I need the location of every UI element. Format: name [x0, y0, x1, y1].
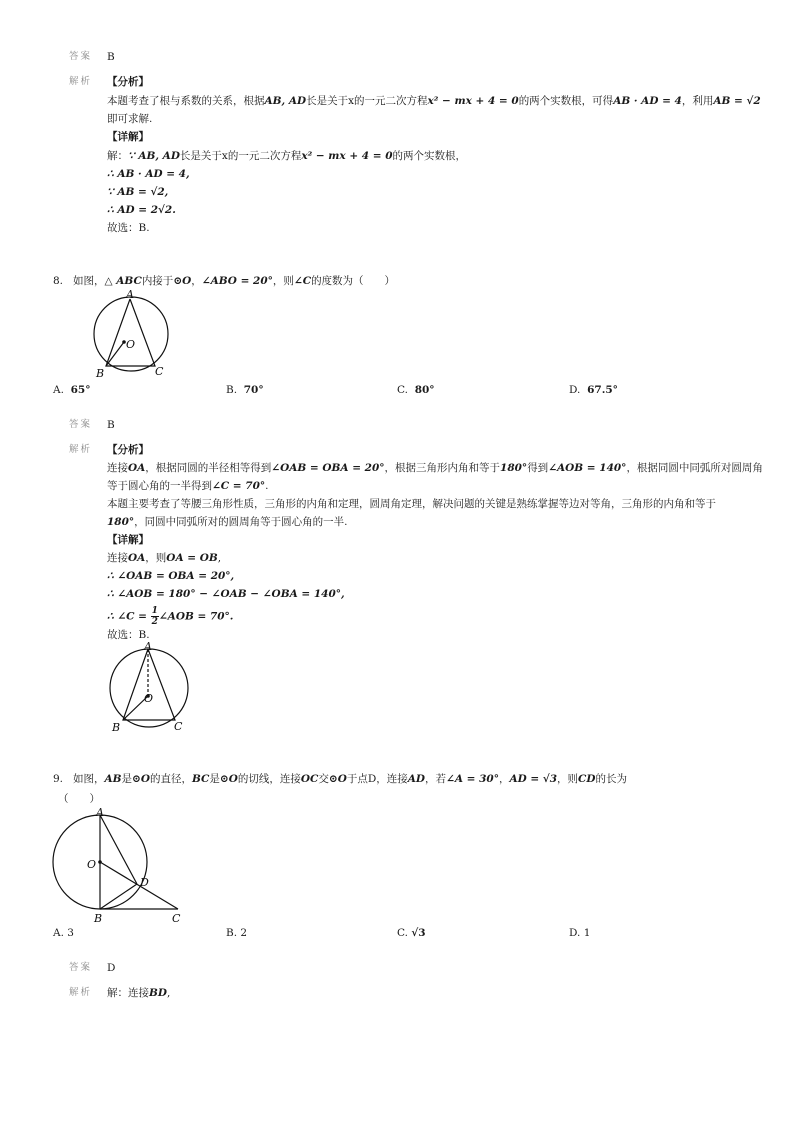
option-a[interactable]: A. 3 [53, 927, 74, 939]
answer-value: B [107, 51, 115, 63]
point-label-b: B [96, 367, 105, 380]
solution-step: 解：连接BD, [107, 987, 171, 999]
point-label-c: C [155, 365, 164, 378]
analysis-line: 本题考查了根与系数的关系，根据AB, AD长是关于x的一元二次方程x² − mx + 4 = 0的两个实数根，可得AB · AD = 4，利用AB = √2 [107, 95, 761, 107]
analysis-label: 解析 [69, 76, 93, 87]
analysis-line: 本题主要考查了等腰三角形性质，三角形的内角和定理，圆周角定理，解决问题的关键是熟练掌握等边对等角，三角形的内角和等于 [107, 498, 716, 510]
solution-conclusion: 故选：B. [107, 222, 150, 234]
option-a[interactable]: A. 65° [53, 384, 91, 396]
solution-step: ∴ ∠AOB = 180° − ∠OAB − ∠OBA = 140°, [107, 588, 345, 600]
answer-label: 答案 [69, 419, 93, 430]
analysis-line: 等于圆心角的一半得到∠C = 70°. [107, 480, 269, 492]
point-label-o: O [87, 858, 97, 871]
answer-value: B [107, 419, 115, 431]
point-label-a: A [126, 288, 134, 301]
detail-heading: 【详解】 [107, 131, 149, 143]
question-number: 8. [53, 275, 64, 287]
solution-step: ∴ AD = 2√2. [107, 204, 176, 216]
solution-conclusion: 故选：B. [107, 629, 150, 641]
solution-step: ∴ ∠C = $\frac{1}{2}$ ∠AOB = 70°. [107, 606, 234, 627]
solution-8-figure [102, 638, 198, 738]
point-label-o: O [126, 338, 136, 351]
solution-step: ∴ ∠OAB = OBA = 20°, [107, 570, 235, 582]
answer-value: D [107, 962, 116, 974]
option-b[interactable]: B. 70° [226, 384, 264, 396]
question-stem: 如图，△ ABC内接于⊙O，∠ABO = 20°，则∠C的度数为（ ） [73, 275, 396, 287]
solution-step: ∵ AB = √2, [107, 186, 169, 198]
point-label-c: C [172, 912, 181, 925]
option-d[interactable]: D. 1 [569, 927, 591, 939]
solution-step: 解：∵ AB, AD长是关于x的一元二次方程x² − mx + 4 = 0的两个实数根， [107, 150, 467, 162]
analysis-line: 连接OA，根据同圆的半径相等得到∠OAB = OBA = 20°，根据三角形内角和等于180°得到∠AOB = 140°，根据同圆中同弧所对圆周角 [107, 462, 763, 474]
question-9-figure [50, 806, 190, 926]
solution-step: 连接OA，则OA = OB, [107, 552, 222, 564]
question-8-figure [84, 286, 180, 382]
analysis-line: 180°，同圆中同弧所对的圆周角等于圆心角的一半. [107, 516, 348, 528]
question-stem: 如图，AB是⊙O的直径，BC是⊙O的切线，连接OC交⊙O于点D，连接AD，若∠A = 30°，AD = √3，则CD的长为 [73, 773, 627, 785]
solution-step: ∴ AB · AD = 4, [107, 168, 190, 180]
point-label-a: A [144, 640, 152, 653]
point-label-a: A [96, 806, 104, 819]
option-c[interactable]: C. √3 [397, 927, 426, 939]
answer-label: 答案 [69, 962, 93, 973]
analysis-heading: 【分析】 [107, 76, 149, 88]
analysis-label: 解析 [69, 444, 93, 455]
detail-heading: 【详解】 [107, 534, 149, 546]
point-label-b: B [112, 721, 121, 734]
analysis-heading: 【分析】 [107, 444, 149, 456]
point-label-b: B [94, 912, 103, 925]
answer-label: 答案 [69, 51, 93, 62]
option-d[interactable]: D. 67.5° [569, 384, 618, 396]
fraction-denominator: 2 [151, 617, 158, 627]
analysis-line: 即可求解. [107, 113, 153, 125]
point-label-d: D [140, 876, 149, 889]
point-label-c: C [174, 720, 183, 733]
option-c[interactable]: C. 80° [397, 384, 435, 396]
point-label-o: O [144, 692, 154, 705]
question-stem-continued: （ ） [58, 793, 100, 805]
option-b[interactable]: B. 2 [226, 927, 248, 939]
analysis-label: 解析 [69, 987, 93, 998]
question-number: 9. [53, 773, 64, 785]
fraction-numerator: 1 [151, 606, 158, 616]
